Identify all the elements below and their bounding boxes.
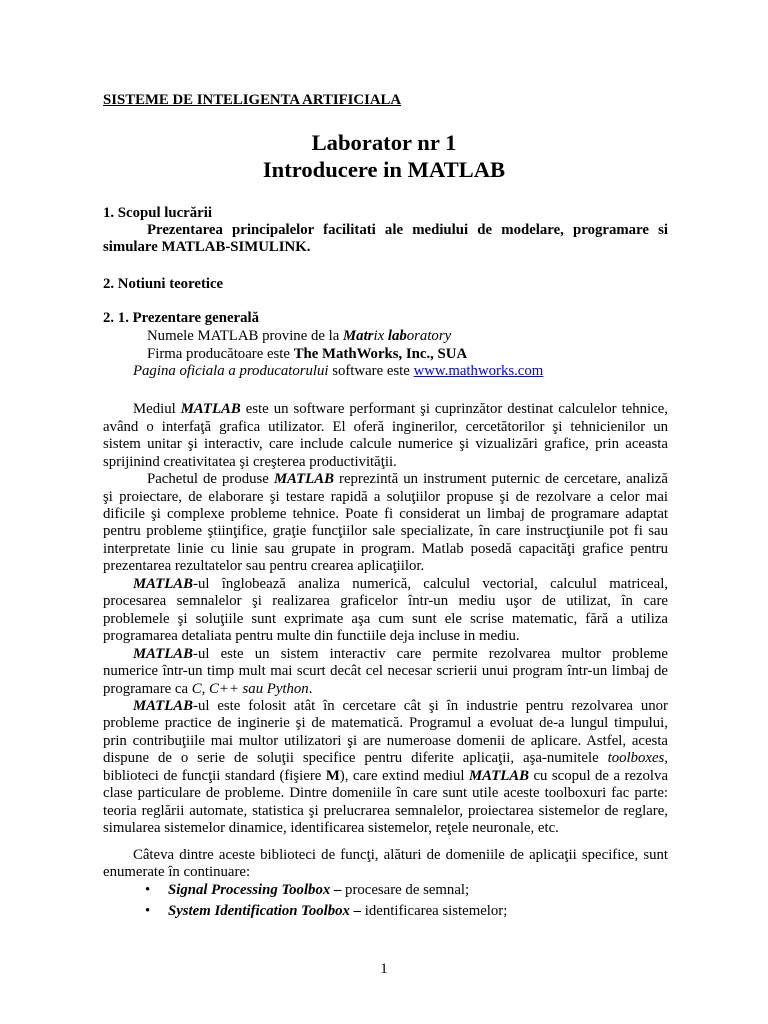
text-run: , xyxy=(664,750,668,767)
course-header: SISTEME DE INTELIGENTA ARTIFICIALA xyxy=(103,92,402,108)
section-2-1-heading: 2. 1. Prezentare generală xyxy=(103,310,259,326)
matlab-term: MATLAB xyxy=(273,471,334,488)
paragraph-line: numerice într-un timp mult mai scurt decât cel necesar scrierii unui program într-un limbaj de xyxy=(103,663,668,680)
paragraph-line xyxy=(103,646,668,663)
list-intro xyxy=(103,847,668,881)
paragraph-line: pentru probleme ştiinţifice, graţie funcţiilor sale specializate, în care instrucţiunile pot fi sau xyxy=(103,523,668,540)
paragraph-line: prin contribuţiile mai multor utilizatori şi are numeroase domenii de aplicare. Astfel, acesta xyxy=(103,732,668,749)
paragraph-line xyxy=(103,401,668,418)
text-run: biblioteci de funcţii standard (fişiere xyxy=(103,767,326,784)
text-run: cu scopul de a rezolva xyxy=(529,767,669,784)
emphasis-run: lab xyxy=(387,327,407,344)
paragraph-line: procesarea semnalelor şi realizarea graficelor într-un mediu uşor de utilizat, în care xyxy=(103,593,668,610)
matlab-term: MATLAB xyxy=(133,698,194,714)
paragraph-line xyxy=(103,750,668,767)
company-name: The MathWorks, Inc., SUA xyxy=(293,345,468,362)
title-line-1: Laborator nr 1 xyxy=(311,130,457,156)
paragraph-line: sistem unitar şi interactiv, care include calcule numerice şi vizualizări grafice, prin aceasta xyxy=(103,436,668,453)
text-run: ), care extind mediul xyxy=(339,767,469,784)
toolbox-list-item xyxy=(103,882,668,903)
toolbox-separator: – xyxy=(330,882,346,898)
section-1-body-line: simulare MATLAB-SIMULINK. xyxy=(103,238,311,255)
paragraph-line: dificile şi complexe probleme tehnice. Poate fi considerat un limbaj de programare adaptat xyxy=(103,506,668,523)
text-run: este un software performant şi cuprinzător destinat calculelor tehnice, xyxy=(240,401,668,418)
section-1-heading: 1. Scopul lucrării xyxy=(103,204,212,221)
paragraph-line: interpretate linie cu linie sau grupate in program. Matlab posedă capacităţi grafice pentru xyxy=(103,540,668,557)
toolbox-description: procesare de semnal; xyxy=(345,882,470,898)
toolbox-list-item xyxy=(103,903,668,924)
paragraph-line: teoria reglării automate, statistica şi prelucrarea semnalelor, proiectarea sistemelor de reglare, xyxy=(103,802,668,819)
toolbox-separator: – xyxy=(349,903,365,919)
text-run: Mediul xyxy=(133,401,181,418)
website-link[interactable]: www.mathworks.com xyxy=(413,363,544,380)
bold-run: M xyxy=(325,767,340,784)
paragraph-line: Câteva dintre aceste biblioteci de funcţi, alături de domeniile de aplicaţii specifice, sunt xyxy=(133,847,668,863)
section-1-body-line: Prezentarea principalelor facilitati ale mediului de modelare, programare si xyxy=(147,221,668,238)
text-run: Pachetul de produse xyxy=(147,471,274,488)
course-header-block xyxy=(103,92,668,109)
page-number: 1 xyxy=(380,961,388,977)
paragraph-line xyxy=(103,576,668,593)
body-text xyxy=(103,401,668,837)
toolbox-name: System Identification Toolbox xyxy=(168,903,350,919)
company-line xyxy=(103,346,668,364)
toolbox-description: identificarea sistemelor; xyxy=(364,903,508,919)
website-line xyxy=(103,363,668,381)
emphasis-run: Matr xyxy=(343,327,374,344)
name-origin-line xyxy=(103,328,668,346)
italic-run: ix xyxy=(373,327,388,344)
text-run: dispune de o serie de soluţii specifice pentru diferite aplicaţii, aşa-numitele xyxy=(103,750,608,767)
paragraph-line: problemele şi soluţiile sunt exprimate aşa cum sunt ele scrise matematic, fără a utiliza xyxy=(103,610,668,627)
italic-run: C, C++ sau Python xyxy=(191,680,309,697)
paragraph-line xyxy=(103,681,668,698)
text-run: Numele MATLAB provine de la xyxy=(147,327,344,344)
paragraph-line xyxy=(103,768,668,785)
paragraph-line xyxy=(103,698,668,715)
doc-title xyxy=(0,129,768,183)
paragraph-line: clase particulare de probleme. Dintre domeniile în care sunt utile aceste toolboxuri fac parte: xyxy=(103,785,668,802)
bullet-marker: • xyxy=(145,882,151,898)
text-run: software este xyxy=(328,363,414,380)
matlab-term: MATLAB xyxy=(469,767,530,784)
text-run: Firma producătoare este xyxy=(147,345,294,362)
section-2-heading: 2. Notiuni teoretice xyxy=(103,275,224,292)
paragraph-line: programarea detaliata pentru multe din functiile deja incluse in mediu. xyxy=(103,628,520,645)
matlab-term: MATLAB xyxy=(133,575,194,592)
paragraph-line: enumerate în continuare: xyxy=(103,864,251,881)
paragraph-line: prezentarea rezultatelor sau pentru crearea aplicaţiilor. xyxy=(103,558,425,575)
paragraph-line: sprijinind creativitatea şi creşterea productivităţii. xyxy=(103,453,397,470)
text-run: programare ca xyxy=(103,680,192,697)
section-2-1 xyxy=(103,310,668,381)
text-run: -ul înglobează analiza numerică, calculul vectorial, calculul matriceal, xyxy=(193,575,668,592)
text-run: -ul este folosit atât în cercetare cât şi în industrie pentru rezolvarea unor xyxy=(193,698,668,714)
italic-run: Pagina oficiala a producatorului xyxy=(133,363,329,380)
paragraph-line: simularea sistemelor dinamice, identificarea sistemelor, reţele neuronale, etc. xyxy=(103,820,559,837)
italic-run: toolboxes xyxy=(607,750,665,767)
text-run: -ul este un sistem interactiv care permite rezolvarea multor probleme xyxy=(193,645,668,662)
toolbox-name: Signal Processing Toolbox xyxy=(168,882,331,898)
italic-run: oratory xyxy=(406,327,452,344)
paragraph-line xyxy=(103,471,668,488)
matlab-term: MATLAB xyxy=(180,401,241,418)
paragraph-line: probleme practice de inginerie şi de matematică. Programul a evoluat de-a lungul timpului, xyxy=(103,715,668,732)
bullet-marker: • xyxy=(145,903,151,919)
paragraph-line: şi proiectare, de elaborare şi testare rapidă a soluţiilor propuse şi de rezolvare a celor mai xyxy=(103,488,668,505)
text-run: . xyxy=(308,680,313,697)
matlab-term: MATLAB xyxy=(133,645,194,662)
toolbox-list xyxy=(103,882,668,924)
paragraph-line: având o interfaţă grafica utilizator. El oferă inginerilor, cercetătorilor şi tehnicienilor un xyxy=(103,418,668,435)
text-run: reprezintă un instrument puternic de cercetare, analiză xyxy=(333,471,668,488)
title-line-2: Introducere in MATLAB xyxy=(262,157,506,183)
section-2 xyxy=(103,276,668,293)
section-1 xyxy=(103,205,668,257)
